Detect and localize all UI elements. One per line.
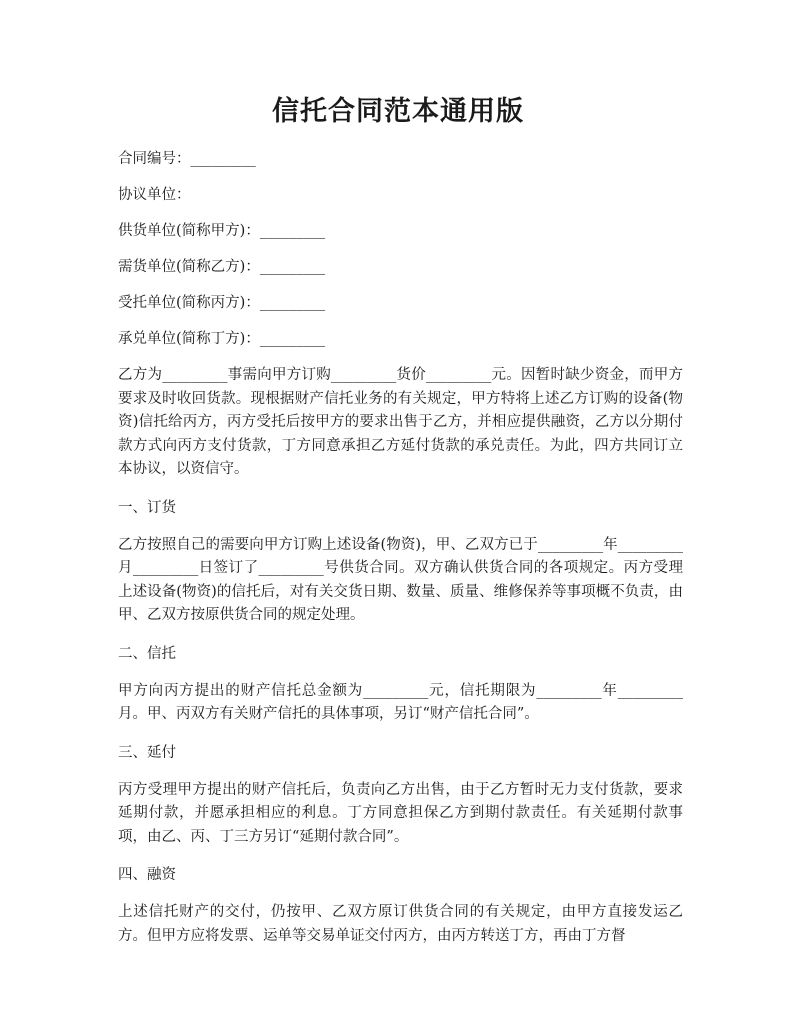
acceptor-field: 承兑单位(简称丁方)：_________: [118, 331, 326, 347]
agreement-parties-label: 协议单位：: [118, 187, 191, 203]
supplier-field: 供货单位(简称甲方)：_________: [118, 223, 326, 239]
section-text-ordering: 乙方按照自己的需要向甲方订购上述设备(物资)，甲、乙双方已于_________年_________月_________日签订了_________号供货合同。双方确认供货合同的各项规定。丙方受理上述设备(物资)的信托后，对有关交货日期、数量、质量、维修保养等事项概不负责，由甲、乙双方按原供货合同的规定处理。: [118, 536, 683, 623]
section-heading-trust: 二、信托: [118, 645, 176, 662]
section-text-deferral: 丙方受理甲方提出的财产信托后，负责向乙方出售，由于乙方暂时无力支付货款，要求延期付款，并愿承担相应的利息。丁方同意担保乙方到期付款责任。有关延期付款事项，由乙、丙、丁三方另订“延期付款合同”。: [118, 781, 683, 845]
section-heading-deferral: 三、延付: [118, 744, 176, 761]
section-heading-financing: 四、融资: [118, 867, 176, 883]
section-heading-ordering: 一、订货: [118, 499, 176, 516]
document-title: 信托合同范本通用版: [272, 96, 524, 127]
buyer-field: 需货单位(简称乙方)：_________: [118, 259, 326, 275]
intro-paragraph: 乙方为_________事需向甲方订购_________货价_________元。因暂时缺少资金，而甲方要求及时收回货款。现根据财产信托业务的有关规定，甲方特将上述乙方订购的设备(物资)信托给丙方，丙方受托后按甲方的要求出售于乙方，并相应提供融资，乙方以分期付款方式向丙方支付货款，丁方同意承担乙方延付货款的承兑责任。为此，四方共同订立本协议，以资信守。: [118, 367, 683, 477]
section-text-financing: 上述信托财产的交付，仍按甲、乙双方原订供货合同的有关规定，由甲方直接发运乙方。但甲方应将发票、运单等交易单证交付丙方，由丙方转送丁方，再由丁方督: [118, 904, 683, 944]
contract-number-field: 合同编号：_________: [118, 151, 256, 167]
trustee-field: 受托单位(简称丙方)：_________: [118, 295, 326, 311]
document-body: [118, 148, 683, 963]
section-text-trust: 甲方向丙方提出的财产信托总金额为_________元，信托期限为_________年_________月。甲、丙双方有关财产信托的具体事项，另订“财产信托合同”。: [118, 682, 683, 722]
